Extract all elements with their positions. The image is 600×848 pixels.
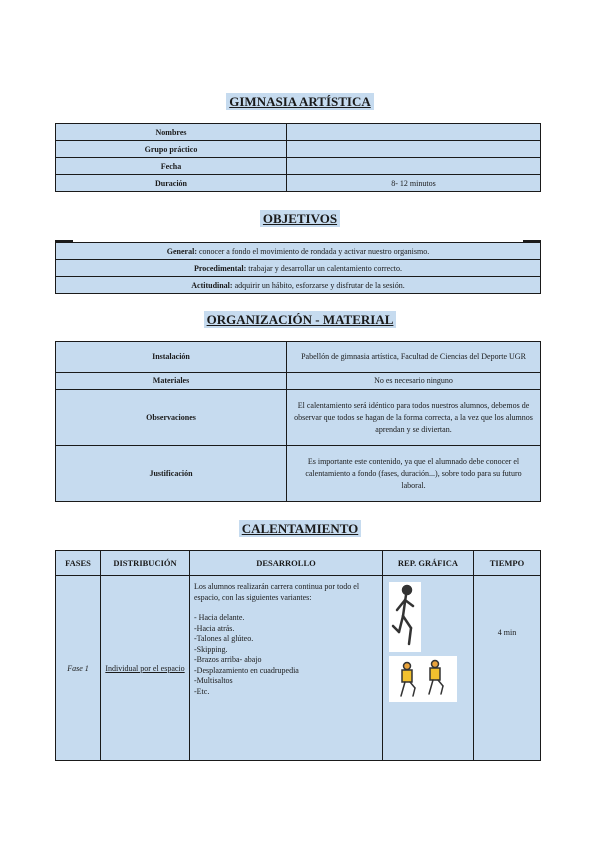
objetivos-table: [55, 242, 541, 294]
table-row: [56, 277, 541, 294]
table-row: [56, 342, 541, 373]
info-label: Fecha: [56, 158, 287, 175]
info-label: Grupo práctico: [56, 141, 287, 158]
col-header: DESARROLLO: [190, 551, 383, 576]
running-figures-illustration: [383, 576, 473, 760]
desarrollo-intro: Los alumnos realizarán carrera continua por todo el espacio, con las siguientes variantes:: [194, 582, 360, 602]
objetivos-heading: OBJETIVOS: [0, 210, 600, 228]
info-value[interactable]: [287, 124, 541, 141]
org-value: No es necesario ninguno: [287, 373, 541, 390]
list-item: -Hacia atrás.: [194, 623, 235, 633]
list-item: -Desplazamiento en cuadrupedia: [194, 665, 299, 675]
table-row: [56, 373, 541, 390]
desarrollo-cell: [190, 576, 383, 761]
table-row: [56, 158, 541, 175]
org-label: Observaciones: [56, 390, 287, 446]
list-item: -Skipping.: [194, 644, 228, 654]
list-item: -Talones al glúteo.: [194, 634, 254, 643]
calentamiento-heading: CALENTAMIENTO: [0, 520, 600, 538]
objetivo-actitudinal: Actitudinal: adquirir un hábito, esforzarse y disfrutar de la sesión.: [56, 277, 541, 294]
table-row: [56, 243, 541, 260]
col-header: DISTRIBUCIÓN: [101, 551, 190, 576]
org-label: Justificación: [56, 446, 287, 502]
org-value: Pabellón de gimnasia artística, Facultad de Ciencias del Deporte UGR: [287, 342, 541, 373]
table-row: [56, 446, 541, 502]
info-label: Duración: [56, 175, 287, 192]
org-label: Materiales: [56, 373, 287, 390]
info-value[interactable]: [287, 158, 541, 175]
organizacion-table: [55, 341, 541, 502]
table-row: [56, 175, 541, 192]
table-header-row: [56, 551, 541, 576]
page-title: GIMNASIA ARTÍSTICA: [0, 93, 600, 111]
table-row: [56, 576, 541, 761]
list-item: - Hacia delante.: [194, 613, 245, 622]
info-table: [55, 123, 541, 192]
table-row: [56, 260, 541, 277]
table-row: [56, 124, 541, 141]
col-header: TIEMPO: [474, 551, 541, 576]
list-item: -Multisaltos: [194, 676, 233, 685]
info-value: 8- 12 minutos: [287, 175, 541, 192]
objetivo-general: General: conocer a fondo el movimiento de rondada y activar nuestro organismo.: [56, 243, 541, 260]
fase-cell: Fase 1: [56, 576, 101, 761]
list-item: -Etc.: [194, 686, 210, 696]
info-label: Nombres: [56, 124, 287, 141]
tiempo-cell: 4 min: [474, 576, 541, 761]
organizacion-heading: ORGANIZACIÓN - MATERIAL: [0, 311, 600, 329]
org-label: Instalación: [56, 342, 287, 373]
grafica-cell: [383, 576, 474, 761]
table-row: [56, 141, 541, 158]
col-header: FASES: [56, 551, 101, 576]
distribucion-cell: Individual por el espacio: [101, 576, 190, 761]
info-value[interactable]: [287, 141, 541, 158]
list-item: -Brazos arriba- abajo: [194, 655, 262, 664]
table-row: [56, 390, 541, 446]
org-value: Es importante este contenido, ya que el alumnado debe conocer el calentamiento a fondo (fases, duración...), sobre todo para su futuro laboral.: [287, 446, 541, 502]
calentamiento-table: [55, 550, 541, 761]
org-value: El calentamiento será idéntico para todos nuestros alumnos, debemos de observar que todos se hagan de la forma correcta, a la vez que los alumnos aprendan y se diviertan.: [287, 390, 541, 446]
objetivo-procedimental: Procedimental: trabajar y desarrollar un calentamiento correcto.: [56, 260, 541, 277]
col-header: REP. GRÁFICA: [383, 551, 474, 576]
variantes-list: [194, 613, 378, 697]
